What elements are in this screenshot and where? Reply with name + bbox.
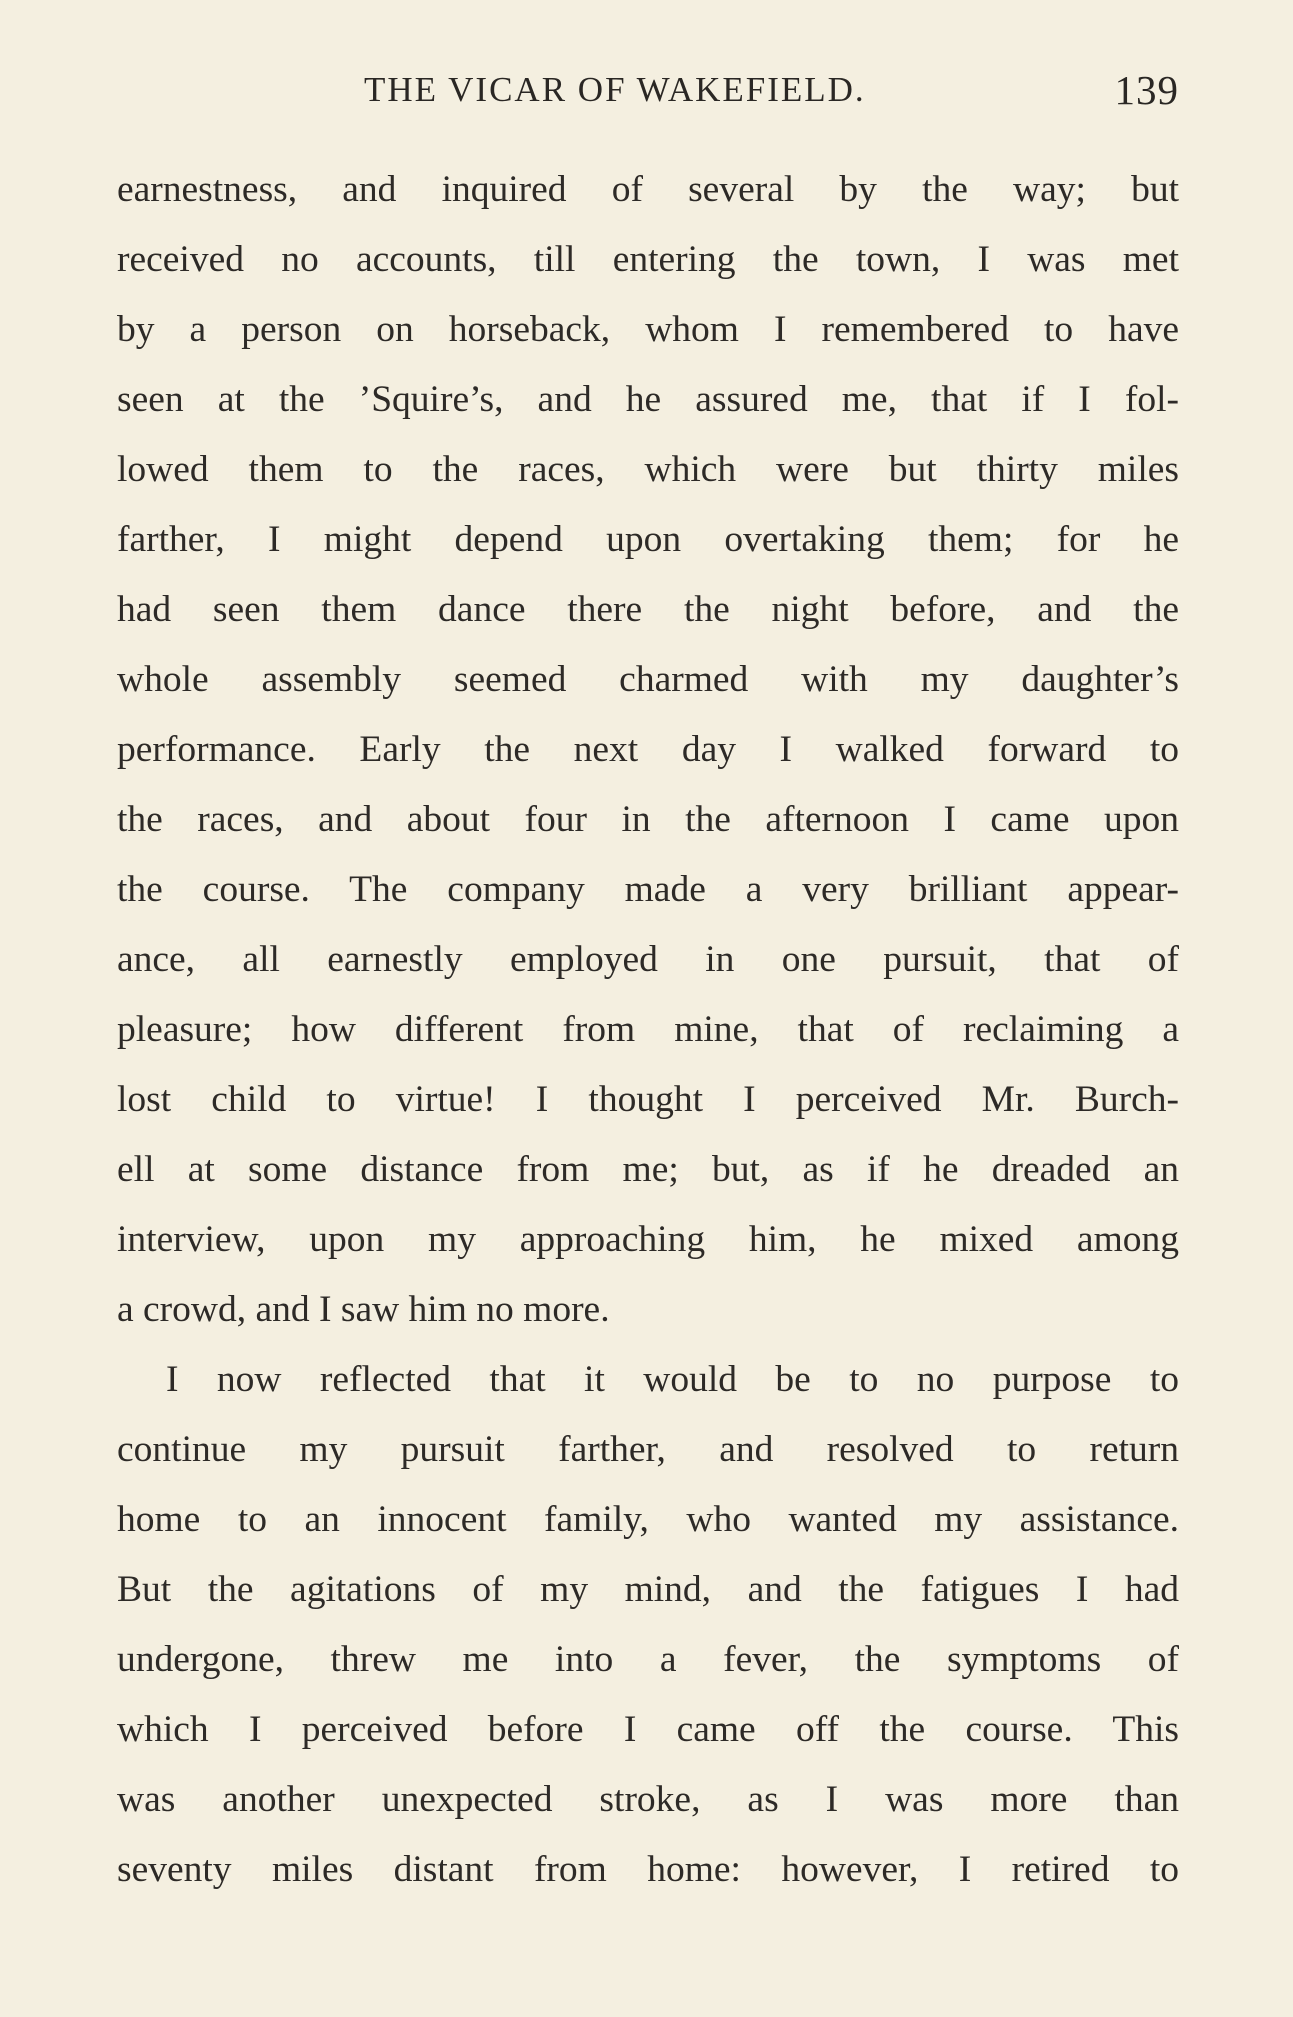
text-line: by a person on horseback, whom I remembered to have (117, 309, 1179, 350)
text-line: received no accounts, till entering the town, I was met (117, 239, 1179, 280)
page-header (117, 66, 1179, 114)
body-text (117, 155, 1179, 1905)
text-line: seventy miles distant from home: however, I retired to (117, 1849, 1179, 1890)
paragraph-first-line: I now reflected that it would be to no purpose to (166, 1359, 1179, 1400)
text-line: had seen them dance there the night before, and the (117, 589, 1179, 630)
text-line: earnestness, and inquired of several by the way; but (117, 169, 1179, 210)
text-line: the course. The company made a very brilliant appear- (117, 869, 1179, 910)
text-line: seen at the ’Squire’s, and he assured me, that if I fol- (117, 379, 1179, 420)
text-line: pleasure; how different from mine, that of reclaiming a (117, 1009, 1179, 1050)
running-title: THE VICAR OF WAKEFIELD. (364, 70, 866, 109)
page-number: 139 (1114, 67, 1179, 113)
paragraph-last-line: a crowd, and I saw him no more. (117, 1289, 610, 1330)
text-line: continue my pursuit farther, and resolved to return (117, 1429, 1179, 1470)
text-line: the races, and about four in the afternoon I came upon (117, 799, 1179, 840)
text-line: ance, all earnestly employed in one pursuit, that of (117, 939, 1179, 980)
text-line: performance. Early the next day I walked forward to (117, 729, 1179, 770)
text-line: lowed them to the races, which were but thirty miles (117, 449, 1179, 490)
text-line: farther, I might depend upon overtaking them; for he (117, 519, 1179, 560)
text-line: interview, upon my approaching him, he mixed among (117, 1219, 1179, 1260)
text-line: But the agitations of my mind, and the fatigues I had (117, 1569, 1179, 1610)
text-line: whole assembly seemed charmed with my daughter’s (117, 659, 1179, 700)
text-line: lost child to virtue! I thought I perceived Mr. Burch- (117, 1079, 1179, 1120)
text-line: home to an innocent family, who wanted my assistance. (117, 1499, 1179, 1540)
text-line: undergone, threw me into a fever, the symptoms of (117, 1639, 1179, 1680)
text-line: which I perceived before I came off the course. This (117, 1709, 1179, 1750)
text-line: was another unexpected stroke, as I was more than (117, 1779, 1179, 1820)
text-line: ell at some distance from me; but, as if he dreaded an (117, 1149, 1179, 1190)
